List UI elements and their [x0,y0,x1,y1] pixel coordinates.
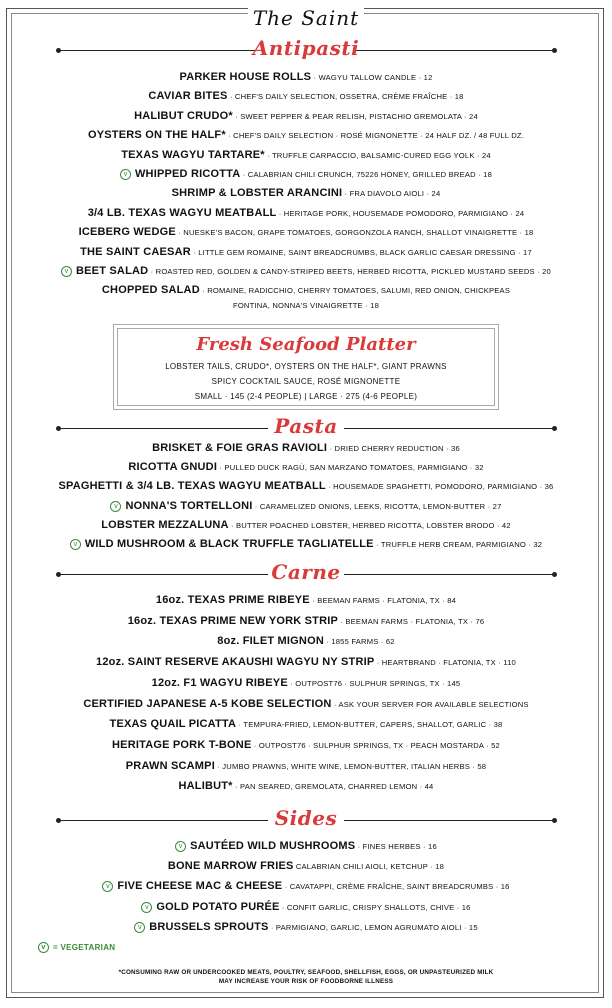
legend-text: = VEGETARIAN [53,943,116,952]
platter-prices: SMALL · 145 (2-4 PEOPLE) | LARGE · 275 (4-6 PEOPLE) [194,392,418,401]
menu-item-name: PRAWN SCAMPI [125,759,215,772]
menu-item-desc: · TEMPURA-FRIED, LEMON-BUTTER, CAPERS, SHALLOT, GARLIC · 38 [236,720,503,730]
menu-item-name: HALIBUT CRUDO* [134,109,233,122]
menu-item [0,900,612,915]
menu-item [0,283,612,298]
menu-item-desc: · CALABRIAN CHILI CRUNCH, 75226 HONEY, GRILLED BREAD · 18 [240,170,493,179]
menu-item-desc: · BEEMAN FARMS · FLATONIA, TX · 84 [309,596,457,605]
menu-item [0,109,612,124]
brand-logo [248,0,364,36]
menu-item-desc: · BEEMAN FARMS · FLATONIA, TX · 76 [338,616,485,626]
menu-item [0,441,612,456]
platter-line: SPICY COCKTAIL SAUCE, ROSÉ MIGNONETTE [211,377,401,386]
menu-item-name: 16oz. TEXAS PRIME NEW YORK STRIP [127,614,339,627]
platter-title: Fresh Seafood Platter [196,334,416,355]
menu-item-desc: · CARAMELIZED ONIONS, LEEKS, RICOTTA, LEMON-BUTTER · 27 [252,501,502,511]
menu-item-name: 16oz. TEXAS PRIME RIBEYE [155,594,310,606]
menu-item [0,460,612,475]
menu-item-name: CHOPPED SALAD [101,284,200,297]
menu-item-desc: · BUTTER POACHED LOBSTER, HERBED RICOTTA, LOBSTER BRODO · 42 [228,520,511,530]
vegetarian-icon: v [38,942,49,953]
menu-item-desc: · PARMIGIANO, GARLIC, LEMON AGRUMATO AIOLI · 15 [268,922,478,932]
menu-item-desc: · NUESKE'S BACON, GRAPE TOMATOES, GORGONZOLA RANCH, SHALLOT VINAIGRETTE · 18 [175,228,534,238]
menu-item-desc: · ROMAINE, RADICCHIO, CHERRY TOMATOES, SALUMI, RED ONION, CHICKPEAS [199,286,511,296]
menu-item [0,717,612,732]
section-title-sides: Sides [274,806,338,830]
menu-item [0,264,612,279]
vegetarian-icon: v [70,539,81,550]
menu-item [0,70,612,85]
menu-item-name: TEXAS WAGYU TARTARE* [121,148,265,161]
menu-item-desc: · ASK YOUR SERVER FOR AVAILABLE SELECTIONS [331,699,529,709]
vegetarian-icon: v [61,266,72,277]
menu-item [0,879,612,894]
menu-item-desc: · SWEET PEPPER & PEAR RELISH, PISTACHIO GREMOLATA · 24 [232,111,478,121]
menu-item-name: BRISKET & FOIE GRAS RAVIOLI [152,442,328,454]
menu-item-desc: · HERITAGE PORK, HOUSEMADE POMODORO, PARMIGIANO · 24 [276,208,525,218]
menu-item-name: BEET SALAD [76,265,149,277]
vegetarian-icon: v [102,881,113,892]
menu-item-name: PARKER HOUSE ROLLS [179,71,312,83]
menu-item-name: CERTIFIED JAPANESE A-5 KOBE SELECTION [83,697,332,710]
menu-item-desc: · LITTLE GEM ROMAINE, SAINT BREADCRUMBS, BLACK GARLIC CAESAR DRESSING · 17 [190,247,532,257]
vegetarian-legend [38,942,115,953]
menu-item [0,518,612,533]
menu-item [0,920,612,935]
menu-item [0,634,612,649]
menu-item-name: NONNA'S TORTELLONI [125,499,253,512]
brand-name: The Saint [252,6,360,30]
menu-item-name: LOBSTER MEZZALUNA [101,518,229,531]
menu-item-desc: · JUMBO PRAWNS, WHITE WINE, LEMON-BUTTER, ITALIAN HERBS · 58 [214,761,487,771]
menu-item-name: SPAGHETTI & 3/4 LB. TEXAS WAGYU MEATBALL [58,480,326,493]
menu-item [0,676,612,691]
menu-item-desc: · HOUSEMADE SPAGHETTI, POMODORO, PARMIGIANO · 36 [325,482,554,492]
section-title-pasta: Pasta [274,414,338,438]
vegetarian-icon: v [175,841,186,852]
vegetarian-icon: v [120,169,131,180]
disclaimer-line: MAY INCREASE YOUR RISK OF FOODBORNE ILLNESS [218,978,394,985]
menu-item-name: HERITAGE PORK T-BONE [112,738,252,751]
menu-item-desc: · OUTPOST76 · SULPHUR SPRINGS, TX · PEACH MOSTARDA · 52 [251,740,500,750]
menu-item-name: BRUSSELS SPROUTS [149,920,269,933]
section-title-antipasti: Antipasti [252,36,360,60]
menu-item-desc: · FRA DIAVOLO AIOLI · 24 [342,189,441,199]
menu-item [0,779,612,794]
menu-item [0,839,612,854]
menu-item-desc: FONTINA, NONNA'S VINAIGRETTE · 18 [232,301,380,310]
menu-item [0,167,612,182]
menu-item [0,225,612,240]
menu-item-desc: · TRUFFLE CARPACCIO, BALSAMIC-CURED EGG YOLK · 24 [264,150,491,160]
menu-item-desc: · OUTPOST76 · SULPHUR SPRINGS, TX · 145 [287,678,461,688]
menu-item-desc: · WAGYU TALLOW CANDLE · 12 [311,73,433,82]
menu-item [0,245,612,260]
menu-item [0,593,612,608]
menu-item-name: SHRIMP & LOBSTER ARANCINI [171,187,343,200]
menu-item [0,759,612,774]
menu-item-desc: · DRIED CHERRY REDUCTION · 36 [327,444,460,453]
menu-item-name: 8oz. FILET MIGNON [217,635,324,648]
menu-item-desc: · ROASTED RED, GOLDEN & CANDY-STRIPED BEETS, HERBED RICOTTA, PICKLED MUSTARD SEEDS · 20 [148,267,551,276]
menu-item [0,697,612,712]
vegetarian-icon: v [134,922,145,933]
menu-item [0,206,612,221]
menu-item [0,655,612,670]
menu-item-name: 12oz. F1 WAGYU RIBEYE [151,676,288,689]
menu-item [0,128,612,143]
menu-item-desc: · 1855 FARMS · 62 [323,637,395,647]
menu-item-name: 12oz. SAINT RESERVE AKAUSHI WAGYU NY STRIP [96,656,375,669]
menu-item-name: WHIPPED RICOTTA [134,168,241,180]
menu-item-name: WILD MUSHROOM & BLACK TRUFFLE TAGLIATELLE [84,538,374,550]
menu-item [0,479,612,494]
menu-item [0,537,612,552]
menu-item-desc: · CHEF'S DAILY SELECTION · ROSÉ MIGNONETTE · 24 HALF DZ. / 48 FULL DZ. [225,131,525,141]
menu-item-name: 3/4 LB. TEXAS WAGYU MEATBALL [87,206,277,219]
section-title-carne: Carne [271,560,341,584]
menu-item-name: CAVIAR BITES [148,90,228,103]
menu-item-desc: · CONFIT GARLIC, CRISPY SHALLOTS, CHIVE · 16 [279,902,471,912]
menu-item [0,148,612,163]
menu-item [0,859,612,874]
menu-item-desc: · TRUFFLE HERB CREAM, PARMIGIANO · 32 [373,540,543,549]
menu-item-desc: · CAVATAPPI, CRÈME FRAÎCHE, SAINT BREADCRUMBS · 16 [282,882,510,892]
menu-item [0,89,612,104]
menu-item-name: TEXAS QUAIL PICATTA [109,718,237,731]
platter-line: LOBSTER TAILS, CRUDO*, OYSTERS ON THE HALF*, GIANT PRAWNS [165,362,447,371]
menu-item-desc: CALABRIAN CHILI AIOLI, KETCHUP · 18 [293,862,445,872]
menu-item-name: BONE MARROW FRIES [167,860,294,873]
menu-item-name: THE SAINT CAESAR [80,245,191,258]
menu-item-continuation [0,298,612,313]
menu-item-desc: · CHEF'S DAILY SELECTION, OSSETRA, CRÈME FRAÎCHE · 18 [227,92,464,102]
vegetarian-icon: v [141,902,152,913]
menu-item-desc: · PAN SEARED, GREMOLATA, CHARRED LEMON · 44 [232,782,434,792]
menu-item-desc: · PULLED DUCK RAGÙ, SAN MARZANO TOMATOES, PARMIGIANO · 32 [217,463,484,473]
menu-item-desc: · HEARTBRAND · FLATONIA, TX · 110 [374,658,516,668]
menu-item-name: FIVE CHEESE MAC & CHEESE [117,880,283,893]
menu-item-name: HALIBUT* [178,780,233,793]
menu-item-name: OYSTERS ON THE HALF* [87,129,226,142]
menu-item-desc: · FINES HERBES · 16 [355,842,437,851]
vegetarian-icon: v [110,501,121,512]
menu-item [0,738,612,753]
menu-item-name: SAUTÉED WILD MUSHROOMS [190,840,356,852]
disclaimer-line: *CONSUMING RAW OR UNDERCOOKED MEATS, POULTRY, SEAFOOD, SHELLFISH, EGGS, OR UNPASTEURIZED MILK [118,969,494,976]
menu-item [0,499,612,514]
menu-item-name: RICOTTA GNUDI [128,461,218,474]
menu-item [0,614,612,629]
menu-item [0,186,612,201]
menu-item-name: GOLD POTATO PURÉE [156,900,280,913]
menu-item-name: ICEBERG WEDGE [78,226,176,239]
